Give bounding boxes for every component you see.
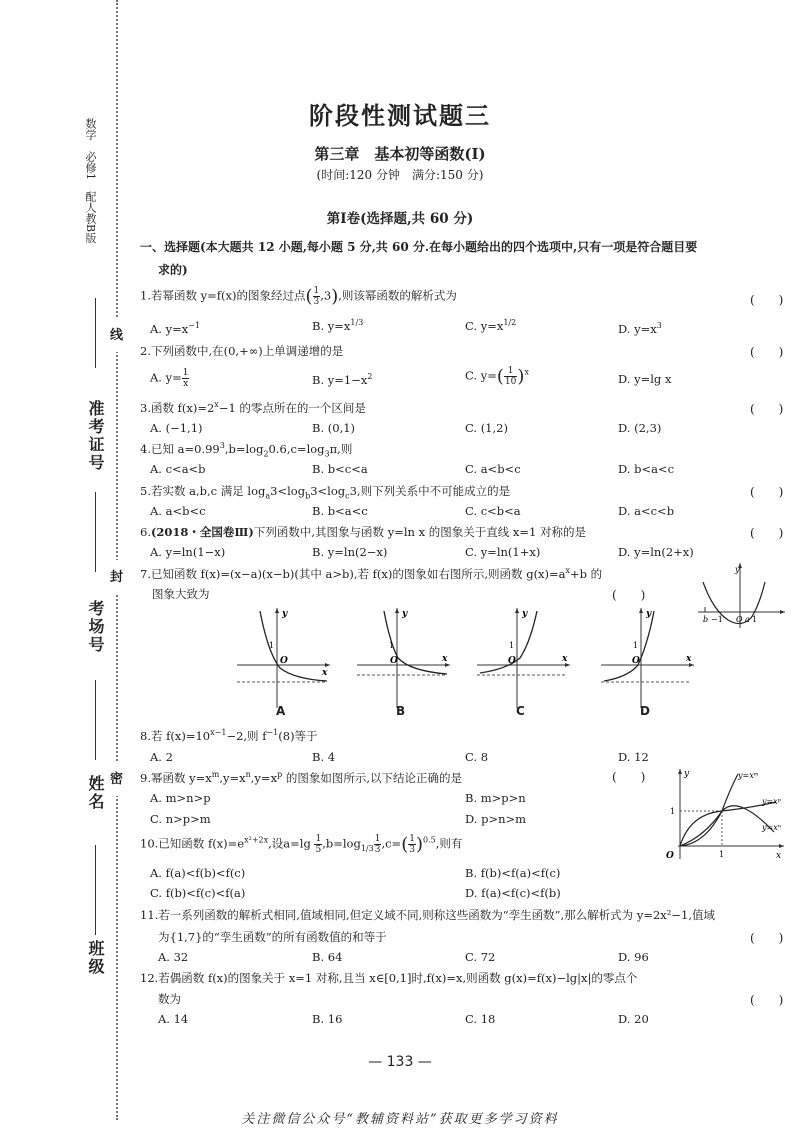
option-a: A. y= $\frac{1}{x}$ (150, 368, 189, 389)
option-b: B. 4 (312, 750, 336, 764)
option-a: A. $y=x^{-1}$ (150, 321, 201, 336)
option-d: D. y=ln(2+x) (618, 545, 694, 559)
footer-note: 关注微信公众号“教辅资料站”获取更多学习资料 (241, 1112, 559, 1127)
question-3: 3.函数 $f(x)=2^x-1$ 的零点所在的一个区间是 (140, 400, 366, 415)
option-graph-d (596, 603, 696, 713)
option-a: A. (−1,1) (150, 421, 203, 435)
b-label: b (703, 615, 709, 624)
question-9: 9.幂函数 $y=x^m,y=x^n,y=x^p$ 的图象如图所示,以下结论正确的是 (140, 770, 462, 785)
option-c: C. c<b<a (465, 504, 521, 518)
option-b: B. (0,1) (312, 421, 356, 435)
option-a: A. m>n>p (150, 791, 211, 805)
curve-n (680, 806, 774, 846)
question-6: 6.(2018・全国卷Ⅲ)下列函数中,其图象与函数 y=ln x 的图象关于直线 x=1 对称的是 (140, 525, 586, 539)
option-a: A. c<a<b (150, 462, 206, 476)
answer-paren: ( ) (750, 526, 784, 540)
y-label: y (522, 609, 528, 619)
seal-xian: 线 (110, 324, 123, 343)
option-d: D. f(a)<f(c)<f(b) (465, 886, 561, 900)
option-d: D. (2,3) (618, 421, 662, 435)
x-label: x (322, 668, 328, 678)
option-b: B. m>p>n (465, 791, 526, 805)
option-a: A. 2 (150, 750, 173, 764)
answer-paren: ( ) (750, 485, 784, 499)
section-intro: 一、选择题(本大题共 12 小题,每小题 5 分,共 60 分.在每小题给出的四个选项中,只有一项是符合题目要 (140, 240, 698, 254)
option-c: C. f(b)<f(c)<f(a) (150, 886, 246, 900)
y-label: y (684, 769, 690, 779)
one-x-label: 1 (719, 850, 725, 859)
answer-paren: ( ) (750, 931, 784, 945)
option-b: B. f(b)<f(a)<f(c) (465, 866, 561, 880)
book-label: 数学 必修1 配人教B版 (84, 118, 97, 244)
seal-feng: 封 (110, 566, 123, 585)
q7-reference-graph (693, 560, 788, 630)
option-d: D. $y=x^3$ (618, 321, 662, 336)
option-d: D. 96 (618, 950, 649, 964)
question-11-line2: 为{1,7}的“孪生函数”的所有函数值的和等于 (158, 930, 387, 944)
option-d: D. b<a<c (618, 462, 675, 476)
y-label: y (646, 609, 652, 619)
option-c: C. 8 (465, 750, 489, 764)
page-title: 阶段性测试题三 (309, 101, 491, 130)
graph-label-d: D (640, 704, 650, 718)
option-c: C. (1,2) (465, 421, 508, 435)
label-xp: y=xᵖ (762, 797, 781, 806)
one-label: 1 (509, 641, 515, 650)
option-a: A. f(a)<f(b)<f(c) (150, 866, 246, 880)
section-intro-2: 求的) (158, 263, 188, 277)
option-b: B. $y=1-x^2$ (312, 372, 373, 387)
option-d: D. y=lg x (618, 372, 672, 386)
option-c: C. a<b<c (465, 462, 521, 476)
option-c: C. $y=x^{1/2}$ (465, 318, 517, 333)
question-12: 12.若偶函数 f(x)的图象关于 x=1 对称,且当 x∈[0,1]时,f(x)=x,则函数 g(x)=f(x)−lg|x|的零点个 (140, 971, 638, 985)
option-b: B. 64 (312, 950, 343, 964)
x-label: x (442, 654, 448, 664)
one-label: 1 (269, 641, 275, 650)
question-1: 1.若幂函数 y=f(x)的图象经过点( $\frac{1}{3}$ ,3),则该幂函数的解析式为 (140, 286, 457, 307)
o-label: O (508, 656, 516, 666)
option-c: C. 18 (465, 1012, 496, 1026)
option-c: C. y=ln(1+x) (465, 545, 541, 559)
option-graph-a (232, 603, 332, 713)
field-room: 考场号 (86, 600, 105, 654)
option-d: D. 12 (618, 750, 649, 764)
option-b: B. 16 (312, 1012, 343, 1026)
y-label: y (402, 609, 408, 619)
option-graph-c (472, 603, 572, 713)
option-graph-b (352, 603, 452, 713)
option-c: C. n>p>m (150, 812, 211, 826)
graph-label-a: A (276, 704, 286, 718)
one-y-label: 1 (670, 807, 676, 816)
option-b: B. b<c<a (312, 462, 368, 476)
question-12-line2: 数为 (158, 992, 181, 1006)
question-7: 7.已知函数 f(x)=(x−a)(x−b)(其中 a>b),若 f(x)的图象如右图所示,则函数 $g(x)=a^x+b$ 的 (140, 566, 603, 581)
one-label: 1 (752, 615, 758, 624)
answer-paren: ( ) (612, 588, 646, 602)
field-name: 姓名 (86, 775, 105, 811)
option-a: A. y=ln(1−x) (150, 545, 226, 559)
option-a: A. 14 (158, 1012, 189, 1026)
x-label: x (686, 654, 692, 664)
answer-paren: ( ) (612, 770, 646, 784)
a-label: a (745, 615, 750, 624)
question-11: 11.若一系列函数的解析式相同,值域相同,但定义域不同,则称这些函数为“孪生函数”,那么解析式为 y=2x²−1,值域 (140, 908, 715, 922)
time-info: (时间:120 分钟 满分:150 分) (316, 168, 484, 182)
one-label: 1 (389, 641, 395, 650)
question-8: 8.若 $f(x)=10^{x-1}-2$,则 $f^{-1}(8)$等于 (140, 728, 318, 743)
option-d: D. a<c<b (618, 504, 675, 518)
y-label: y (282, 609, 288, 619)
option-b: B. b<a<c (312, 504, 368, 518)
page-number: — 133 — (368, 1054, 432, 1070)
option-a: A. a<b<c (150, 504, 206, 518)
volume-title: 第Ⅰ卷(选择题,共 60 分) (326, 211, 474, 227)
option-d: D. 20 (618, 1012, 649, 1026)
label-xn: y=xⁿ (762, 823, 781, 832)
x-label: x (776, 851, 782, 861)
o-label: O (666, 851, 674, 861)
question-5: 5.若实数 a,b,c 满足 $\log_a3<\log_b3<\log_c3$,则下列关系中不可能成立的是 (140, 484, 511, 501)
q9-power-graph (660, 764, 790, 864)
question-10: 10.已知函数 $f(x)=e^{x^2+2x}$,设a=lg $\frac{1}{5}$ $,b=\log_{1/3}$ $\frac{1}{3}$ ,c=( $\frac{1}{3}$ )$^{0.5}$,则有 (140, 834, 463, 855)
question-2: 2.下列函数中,在(0,+∞)上单调递增的是 (140, 344, 344, 358)
o-label: O (390, 656, 398, 666)
minus-one-label: −1 (711, 615, 723, 624)
seal-mi: 密 (110, 768, 123, 787)
one-label: 1 (633, 641, 639, 650)
field-exam-id: 准考证号 (86, 400, 105, 472)
answer-paren: ( ) (750, 345, 784, 359)
option-d: D. p>n>m (465, 812, 527, 826)
o-label: O (632, 656, 640, 666)
chapter-title: 第三章 基本初等函数(Ⅰ) (314, 145, 486, 163)
y-label: y (735, 565, 740, 574)
o-label: O (736, 615, 743, 624)
option-b: B. $y=x^{1/3}$ (312, 318, 364, 333)
answer-paren: ( ) (750, 402, 784, 416)
graph-label-c: C (516, 704, 525, 718)
answer-paren: ( ) (750, 293, 784, 307)
question-4: 4.已知 $a=0.99^3,b=\log_20.6,c=\log_3\pi$,则 (140, 441, 353, 459)
field-class: 班级 (86, 940, 105, 976)
answer-paren: ( ) (750, 993, 784, 1007)
option-b: B. y=ln(2−x) (312, 545, 388, 559)
option-c: C. 72 (465, 950, 496, 964)
question-7-line2: 图象大致为 (152, 587, 210, 601)
curve (604, 611, 654, 681)
option-a: A. 32 (158, 950, 189, 964)
x-label: x (562, 654, 568, 664)
option-c: C. y=( $\frac{1}{10}$ )$^x$ (465, 366, 529, 387)
o-label: O (280, 656, 288, 666)
label-xm: y=xᵐ (738, 771, 759, 780)
graph-label-b: B (396, 704, 406, 718)
